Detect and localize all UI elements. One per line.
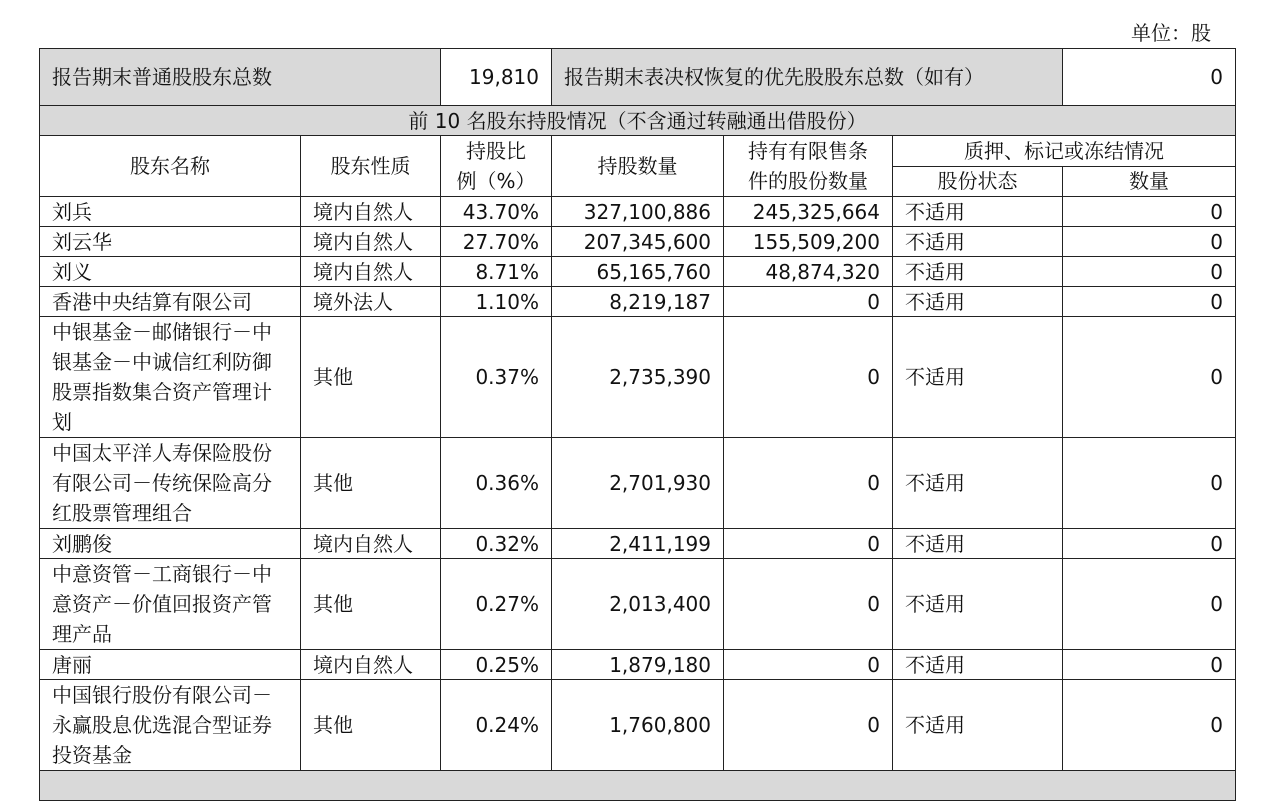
cell-restricted: 245,325,664: [724, 197, 893, 227]
summary-common-value: 19,810: [441, 49, 552, 106]
cell-ratio: 0.25%: [441, 650, 552, 680]
header-ratio: [441, 136, 552, 197]
cell-pledge-qty: 0: [1063, 438, 1236, 529]
cell-restricted: 0: [724, 650, 893, 680]
table-row: [40, 438, 1236, 529]
cell-nature: 其他: [301, 438, 441, 529]
cell-ratio: 1.10%: [441, 287, 552, 317]
cell-ratio: 27.70%: [441, 227, 552, 257]
unit-label: 单位：股: [1131, 21, 1211, 45]
table-row: [40, 197, 1236, 227]
cell-nature: 境外法人: [301, 287, 441, 317]
cell-status: 不适用: [893, 529, 1063, 559]
cell-restricted: 48,874,320: [724, 257, 893, 287]
cell-ratio: 0.36%: [441, 438, 552, 529]
cell-nature: 其他: [301, 317, 441, 438]
table-row: [40, 257, 1236, 287]
header-pledge-group: 质押、标记或冻结情况: [893, 136, 1236, 167]
cell-restricted: 155,509,200: [724, 227, 893, 257]
header-nature: 股东性质: [301, 136, 441, 197]
table-row: [40, 317, 1236, 438]
cell-nature: 境内自然人: [301, 197, 441, 227]
cell-name: 刘兵: [40, 197, 301, 227]
shareholder-table: [39, 48, 1236, 801]
cell-qty: 2,411,199: [552, 529, 724, 559]
table-row: [40, 559, 1236, 650]
cell-pledge-qty: 0: [1063, 227, 1236, 257]
cell-ratio: 0.37%: [441, 317, 552, 438]
continuation-band: [40, 771, 1236, 801]
cell-name: 刘义: [40, 257, 301, 287]
cell-name: 刘云华: [40, 227, 301, 257]
cell-pledge-qty: 0: [1063, 559, 1236, 650]
cell-restricted: 0: [724, 559, 893, 650]
cell-pledge-qty: 0: [1063, 287, 1236, 317]
cell-ratio: 43.70%: [441, 197, 552, 227]
header-restricted-line1: 持有有限售条: [748, 139, 868, 163]
cell-qty: 2,013,400: [552, 559, 724, 650]
cell-pledge-qty: 0: [1063, 257, 1236, 287]
cell-restricted: 0: [724, 438, 893, 529]
cell-status: 不适用: [893, 197, 1063, 227]
cell-pledge-qty: 0: [1063, 317, 1236, 438]
cell-pledge-qty: 0: [1063, 197, 1236, 227]
cell-name: 香港中央结算有限公司: [40, 287, 301, 317]
cell-restricted: 0: [724, 287, 893, 317]
cell-ratio: 8.71%: [441, 257, 552, 287]
cell-qty: 1,760,800: [552, 680, 724, 771]
cell-nature: 境内自然人: [301, 227, 441, 257]
cell-status: 不适用: [893, 650, 1063, 680]
cell-pledge-qty: 0: [1063, 529, 1236, 559]
cell-restricted: 0: [724, 317, 893, 438]
table-row: [40, 287, 1236, 317]
cell-status: 不适用: [893, 287, 1063, 317]
cell-name: 中国银行股份有限公司－永赢股息优选混合型证券投资基金: [40, 680, 301, 771]
header-ratio-line1: 持股比: [466, 139, 526, 163]
cell-ratio: 0.24%: [441, 680, 552, 771]
cell-qty: 2,701,930: [552, 438, 724, 529]
header-pledge-status: 股份状态: [893, 166, 1063, 197]
summary-pref-label: 报告期末表决权恢复的优先股股东总数（如有）: [552, 49, 1063, 106]
cell-status: 不适用: [893, 680, 1063, 771]
cell-restricted: 0: [724, 529, 893, 559]
cell-name: 中银基金－邮储银行－中银基金－中诚信红利防御股票指数集合资产管理计划: [40, 317, 301, 438]
cell-nature: 境内自然人: [301, 650, 441, 680]
header-qty: 持股数量: [552, 136, 724, 197]
cell-nature: 其他: [301, 559, 441, 650]
section-title-row: [40, 106, 1236, 136]
cell-restricted: 0: [724, 680, 893, 771]
table-row: [40, 650, 1236, 680]
cell-status: 不适用: [893, 257, 1063, 287]
cell-name: 中意资管－工商银行－中意资产－价值回报资产管理产品: [40, 559, 301, 650]
summary-pref-value: 0: [1063, 49, 1236, 106]
section-title: 前 10 名股东持股情况（不含通过转融通出借股份）: [40, 106, 1236, 136]
cell-name: 中国太平洋人寿保险股份有限公司－传统保险高分红股票管理组合: [40, 438, 301, 529]
cell-pledge-qty: 0: [1063, 680, 1236, 771]
header-row-1: [40, 136, 1236, 167]
cell-qty: 207,345,600: [552, 227, 724, 257]
cell-ratio: 0.32%: [441, 529, 552, 559]
table-row: [40, 529, 1236, 559]
cell-status: 不适用: [893, 227, 1063, 257]
header-name: 股东名称: [40, 136, 301, 197]
cell-pledge-qty: 0: [1063, 650, 1236, 680]
cell-name: 唐丽: [40, 650, 301, 680]
header-ratio-line2: 例（%）: [456, 169, 536, 193]
cell-status: 不适用: [893, 317, 1063, 438]
cell-qty: 327,100,886: [552, 197, 724, 227]
cell-qty: 2,735,390: [552, 317, 724, 438]
cell-qty: 1,879,180: [552, 650, 724, 680]
summary-row: [40, 49, 1236, 106]
cell-nature: 境内自然人: [301, 257, 441, 287]
header-restricted-line2: 件的股份数量: [748, 169, 868, 193]
header-pledge-qty: 数量: [1063, 166, 1236, 197]
cell-name: 刘鹏俊: [40, 529, 301, 559]
continuation-row: [40, 771, 1236, 801]
cell-status: 不适用: [893, 559, 1063, 650]
header-restricted: [724, 136, 893, 197]
cell-nature: 其他: [301, 680, 441, 771]
cell-qty: 65,165,760: [552, 257, 724, 287]
cell-ratio: 0.27%: [441, 559, 552, 650]
cell-qty: 8,219,187: [552, 287, 724, 317]
summary-common-label: 报告期末普通股股东总数: [40, 49, 441, 106]
table-row: [40, 227, 1236, 257]
table-row: [40, 680, 1236, 771]
cell-status: 不适用: [893, 438, 1063, 529]
cell-nature: 境内自然人: [301, 529, 441, 559]
